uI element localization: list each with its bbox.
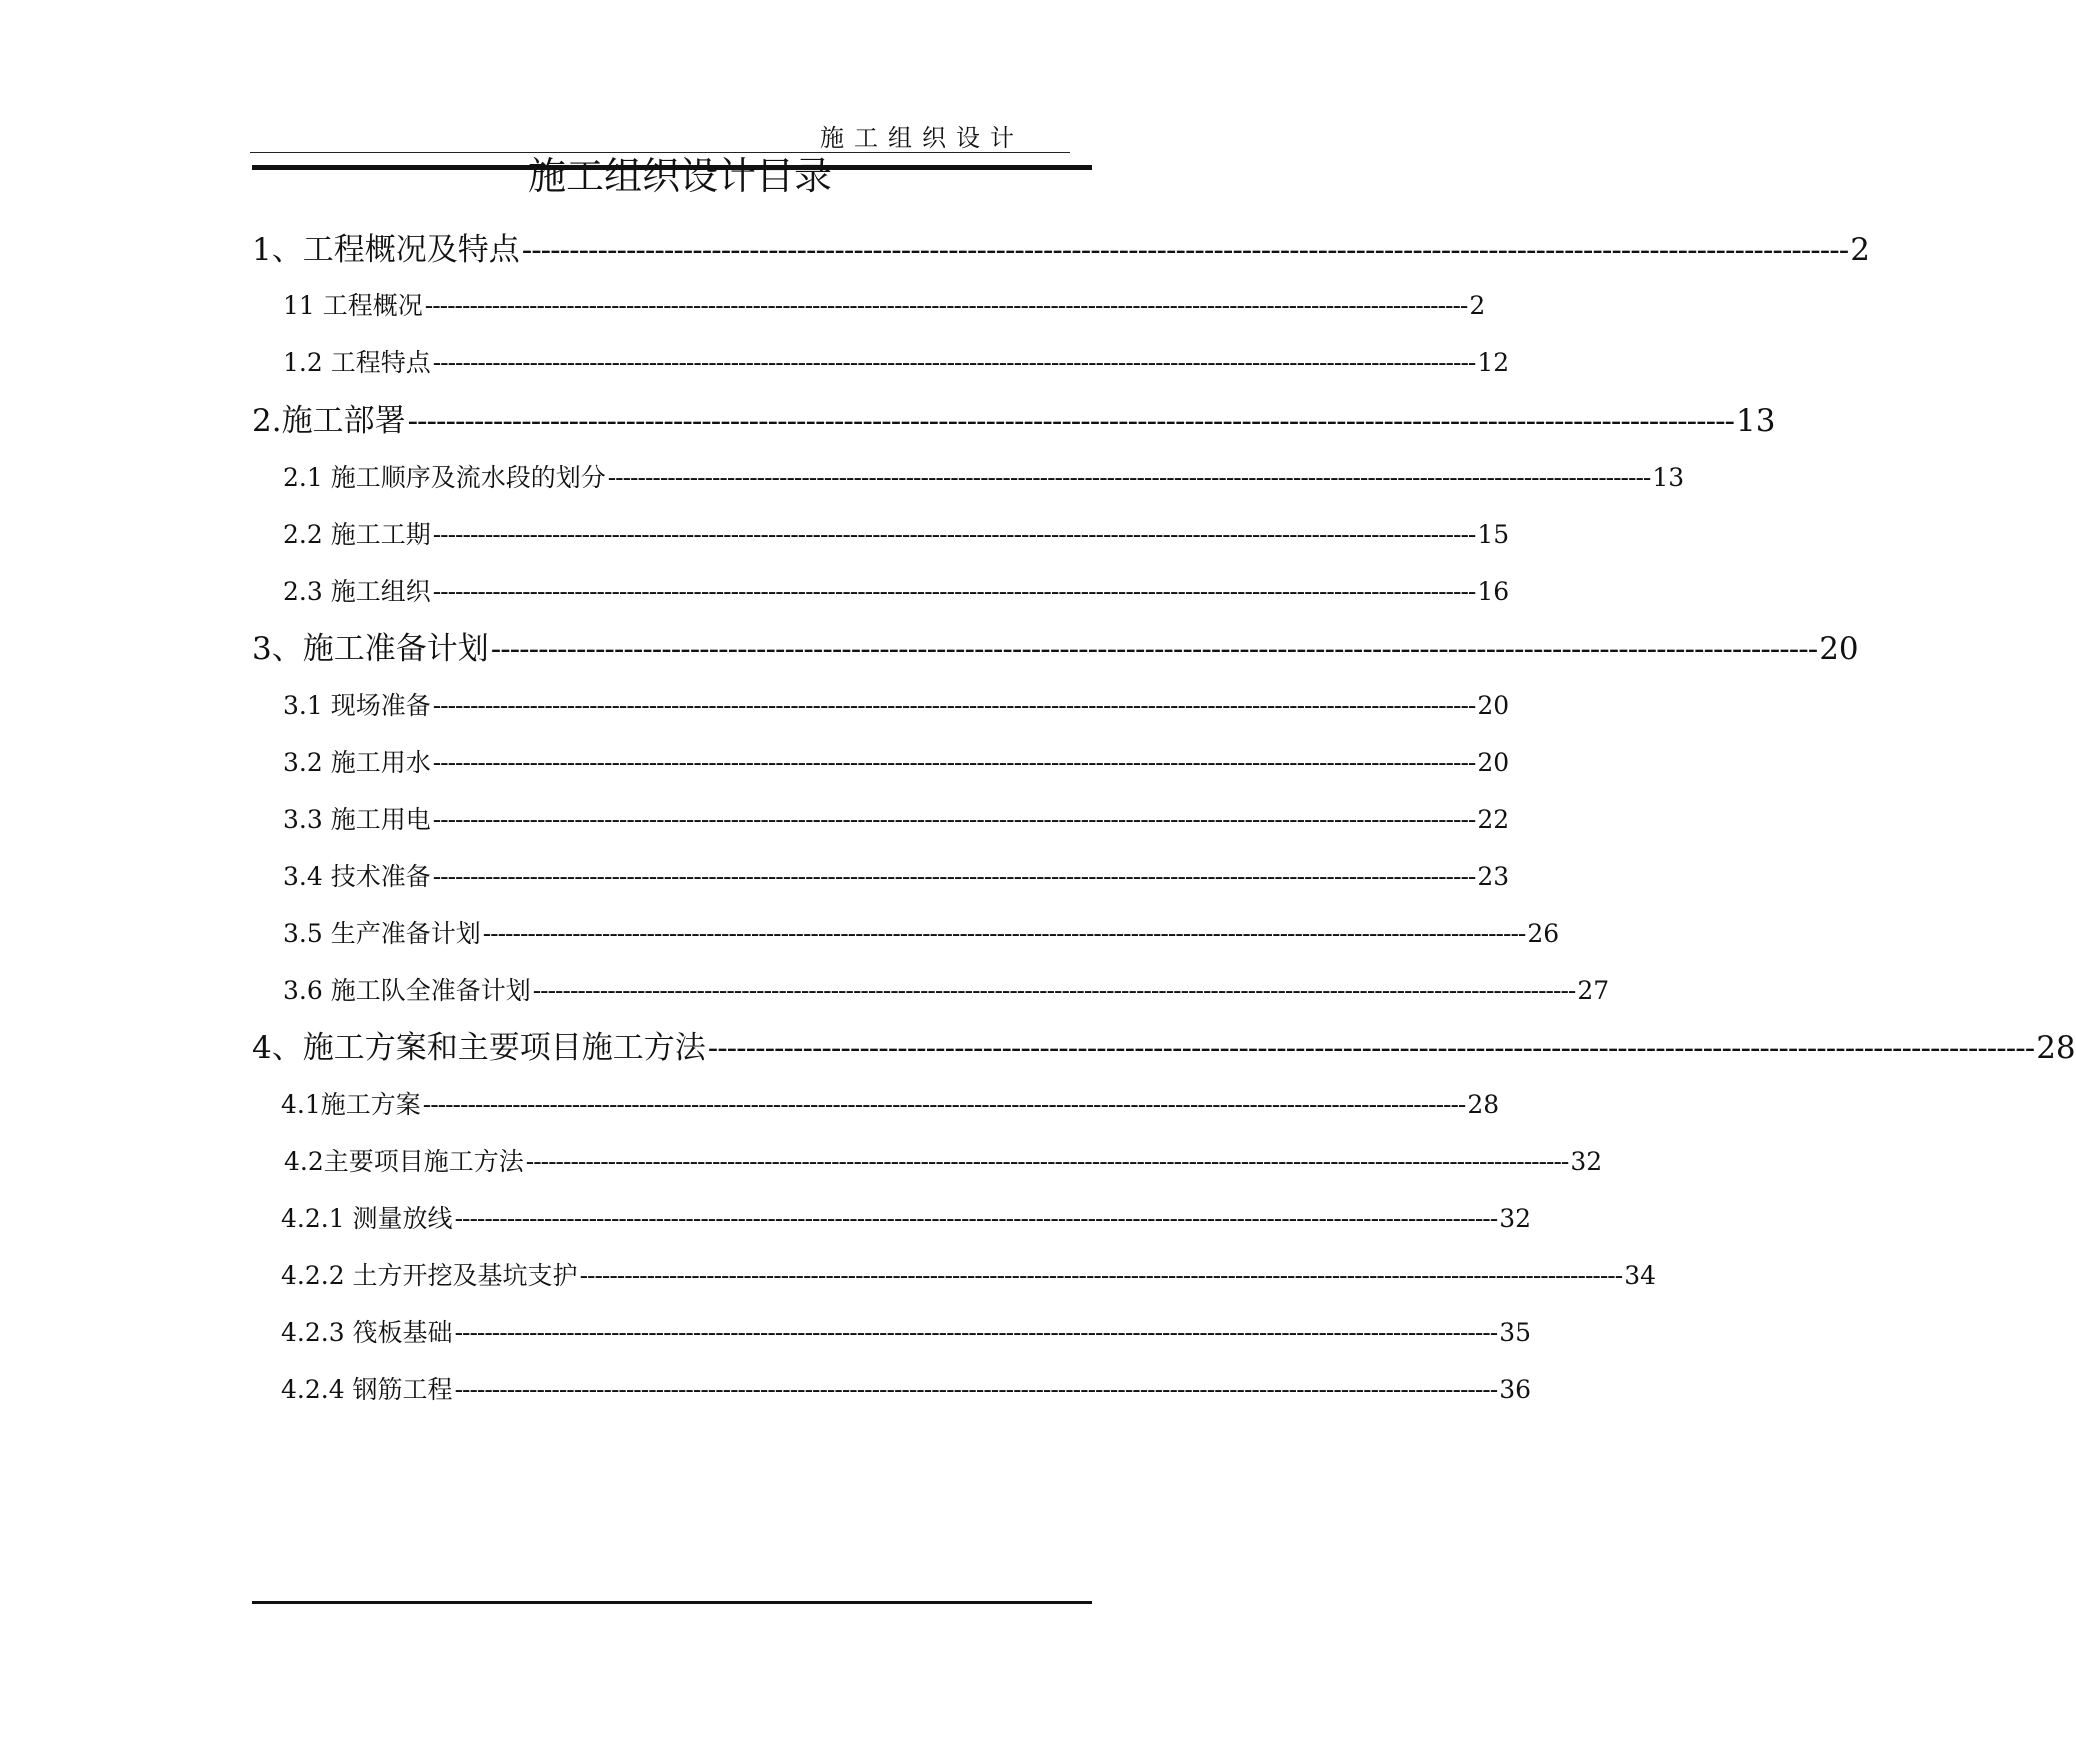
toc-leader: -------------------------------------------------------------------------------------------------------------------------------------------- bbox=[432, 748, 1476, 777]
toc-entry-text: 4.2.3 筏板基础 bbox=[281, 1318, 453, 1347]
toc-leader: -------------------------------------------------------------------------------------------------------------------------------------------- bbox=[521, 232, 1849, 268]
toc-entry-text: 3.2 施工用水 bbox=[283, 748, 431, 777]
toc-entry[interactable] bbox=[252, 623, 1859, 668]
toc-leader: -------------------------------------------------------------------------------------------------------------------------------------------- bbox=[454, 1204, 1498, 1233]
toc-entry[interactable] bbox=[281, 1313, 1531, 1349]
toc-entry[interactable] bbox=[283, 343, 1510, 379]
header-rule-thin bbox=[250, 152, 1070, 153]
toc-page-number: 13 bbox=[1736, 403, 1776, 439]
toc-page-number: 32 bbox=[1499, 1204, 1531, 1233]
toc-page-number: 2 bbox=[1850, 232, 1870, 268]
toc-entry[interactable] bbox=[283, 686, 1510, 722]
toc-entry-text: 4.2.4 钢筋工程 bbox=[281, 1375, 453, 1404]
toc-entry[interactable] bbox=[283, 515, 1510, 551]
toc-page-number: 26 bbox=[1527, 919, 1560, 948]
toc-entry-text: 4.2.2 土方开挖及基坑支护 bbox=[281, 1261, 578, 1290]
running-header: 施工组织设计 bbox=[820, 124, 1024, 152]
toc-entry[interactable] bbox=[283, 857, 1510, 893]
toc-leader: -------------------------------------------------------------------------------------------------------------------------------------------- bbox=[432, 691, 1476, 720]
toc-entry[interactable] bbox=[283, 971, 1610, 1007]
toc-page-number: 16 bbox=[1477, 577, 1510, 606]
toc-entry-text: 3.1 现场准备 bbox=[283, 691, 431, 720]
toc-entry-text: 4.2主要项目施工方法 bbox=[284, 1147, 524, 1176]
toc-page-number: 34 bbox=[1624, 1261, 1656, 1290]
toc-page-number: 28 bbox=[2036, 1030, 2076, 1066]
toc-leader: -------------------------------------------------------------------------------------------------------------------------------------------- bbox=[607, 463, 1651, 492]
toc-leader: -------------------------------------------------------------------------------------------------------------------------------------------- bbox=[407, 403, 1735, 439]
footer-rule bbox=[252, 1601, 1092, 1604]
toc-entry[interactable] bbox=[283, 743, 1510, 779]
toc-page-number: 20 bbox=[1819, 631, 1859, 667]
toc-entry-text: 4.1施工方案 bbox=[281, 1090, 421, 1119]
toc-entry[interactable] bbox=[281, 1199, 1531, 1235]
toc-entry[interactable] bbox=[252, 395, 1776, 440]
toc-entry-text: 3.5 生产准备计划 bbox=[283, 919, 481, 948]
toc-leader: -------------------------------------------------------------------------------------------------------------------------------------------- bbox=[454, 1375, 1498, 1404]
toc-entry-text: 2.2 施工工期 bbox=[283, 520, 431, 549]
toc-leader: -------------------------------------------------------------------------------------------------------------------------------------------- bbox=[532, 976, 1576, 1005]
toc-leader: -------------------------------------------------------------------------------------------------------------------------------------------- bbox=[432, 862, 1476, 891]
toc-entry[interactable] bbox=[252, 224, 1870, 269]
toc-leader: -------------------------------------------------------------------------------------------------------------------------------------------- bbox=[579, 1261, 1623, 1290]
toc-page-number: 36 bbox=[1499, 1375, 1531, 1404]
toc-leader: -------------------------------------------------------------------------------------------------------------------------------------------- bbox=[432, 348, 1476, 377]
toc-page-number: 13 bbox=[1652, 463, 1685, 492]
toc-entry-text: 2.1 施工顺序及流水段的划分 bbox=[283, 463, 606, 492]
toc-entry[interactable] bbox=[283, 800, 1510, 836]
toc-entry[interactable] bbox=[281, 1085, 1500, 1121]
toc-leader: -------------------------------------------------------------------------------------------------------------------------------------------- bbox=[424, 291, 1468, 320]
toc-entry-text: 3、施工准备计划 bbox=[252, 631, 489, 667]
toc-leader: -------------------------------------------------------------------------------------------------------------------------------------------- bbox=[432, 520, 1476, 549]
toc-leader: -------------------------------------------------------------------------------------------------------------------------------------------- bbox=[490, 631, 1818, 667]
toc-entry[interactable] bbox=[283, 572, 1510, 608]
toc-page-number: 15 bbox=[1477, 520, 1510, 549]
toc-page-number: 22 bbox=[1477, 805, 1510, 834]
document-title: 施工组织设计目录 bbox=[527, 154, 832, 198]
toc-page-number: 35 bbox=[1499, 1318, 1531, 1347]
toc-entry[interactable] bbox=[281, 1256, 1656, 1292]
toc-entry[interactable] bbox=[283, 914, 1560, 950]
toc-entry[interactable] bbox=[281, 1370, 1531, 1406]
toc-leader: -------------------------------------------------------------------------------------------------------------------------------------------- bbox=[422, 1090, 1466, 1119]
toc-page-number: 20 bbox=[1477, 691, 1510, 720]
toc-leader: -------------------------------------------------------------------------------------------------------------------------------------------- bbox=[432, 805, 1476, 834]
toc-leader: -------------------------------------------------------------------------------------------------------------------------------------------- bbox=[454, 1318, 1498, 1347]
toc-page-number: 32 bbox=[1570, 1147, 1603, 1176]
toc-page-number: 27 bbox=[1577, 976, 1610, 1005]
toc-entry-text: 4、施工方案和主要项目施工方法 bbox=[252, 1030, 706, 1066]
toc-leader: -------------------------------------------------------------------------------------------------------------------------------------------- bbox=[525, 1147, 1569, 1176]
toc-entry[interactable] bbox=[284, 1142, 1603, 1178]
toc-page-number: 2 bbox=[1469, 291, 1486, 320]
toc-entry-text: 2.3 施工组织 bbox=[283, 577, 431, 606]
toc-page-number: 28 bbox=[1467, 1090, 1500, 1119]
toc-entry-text: 2.施工部署 bbox=[252, 403, 406, 439]
toc-entry-text: 1.2 工程特点 bbox=[283, 348, 431, 377]
toc-entry-text: 3.6 施工队全准备计划 bbox=[283, 976, 531, 1005]
toc-entry[interactable] bbox=[252, 1022, 2076, 1067]
toc-page-number: 12 bbox=[1477, 348, 1510, 377]
toc-entry[interactable] bbox=[283, 458, 1685, 494]
toc-page-number: 20 bbox=[1477, 748, 1510, 777]
toc-page-number: 23 bbox=[1477, 862, 1510, 891]
toc-entry-text: 4.2.1 测量放线 bbox=[281, 1204, 453, 1233]
toc-entry-text: 3.3 施工用电 bbox=[283, 805, 431, 834]
toc-leader: -------------------------------------------------------------------------------------------------------------------------------------------- bbox=[482, 919, 1526, 948]
toc-entry-text: 11 工程概况 bbox=[283, 291, 423, 320]
toc-entry-text: 1、工程概况及特点 bbox=[252, 232, 520, 268]
toc-entry-text: 3.4 技术准备 bbox=[283, 862, 431, 891]
toc-leader: -------------------------------------------------------------------------------------------------------------------------------------------- bbox=[432, 577, 1476, 606]
toc-leader: -------------------------------------------------------------------------------------------------------------------------------------------- bbox=[707, 1030, 2035, 1066]
toc-entry[interactable] bbox=[283, 286, 1486, 322]
